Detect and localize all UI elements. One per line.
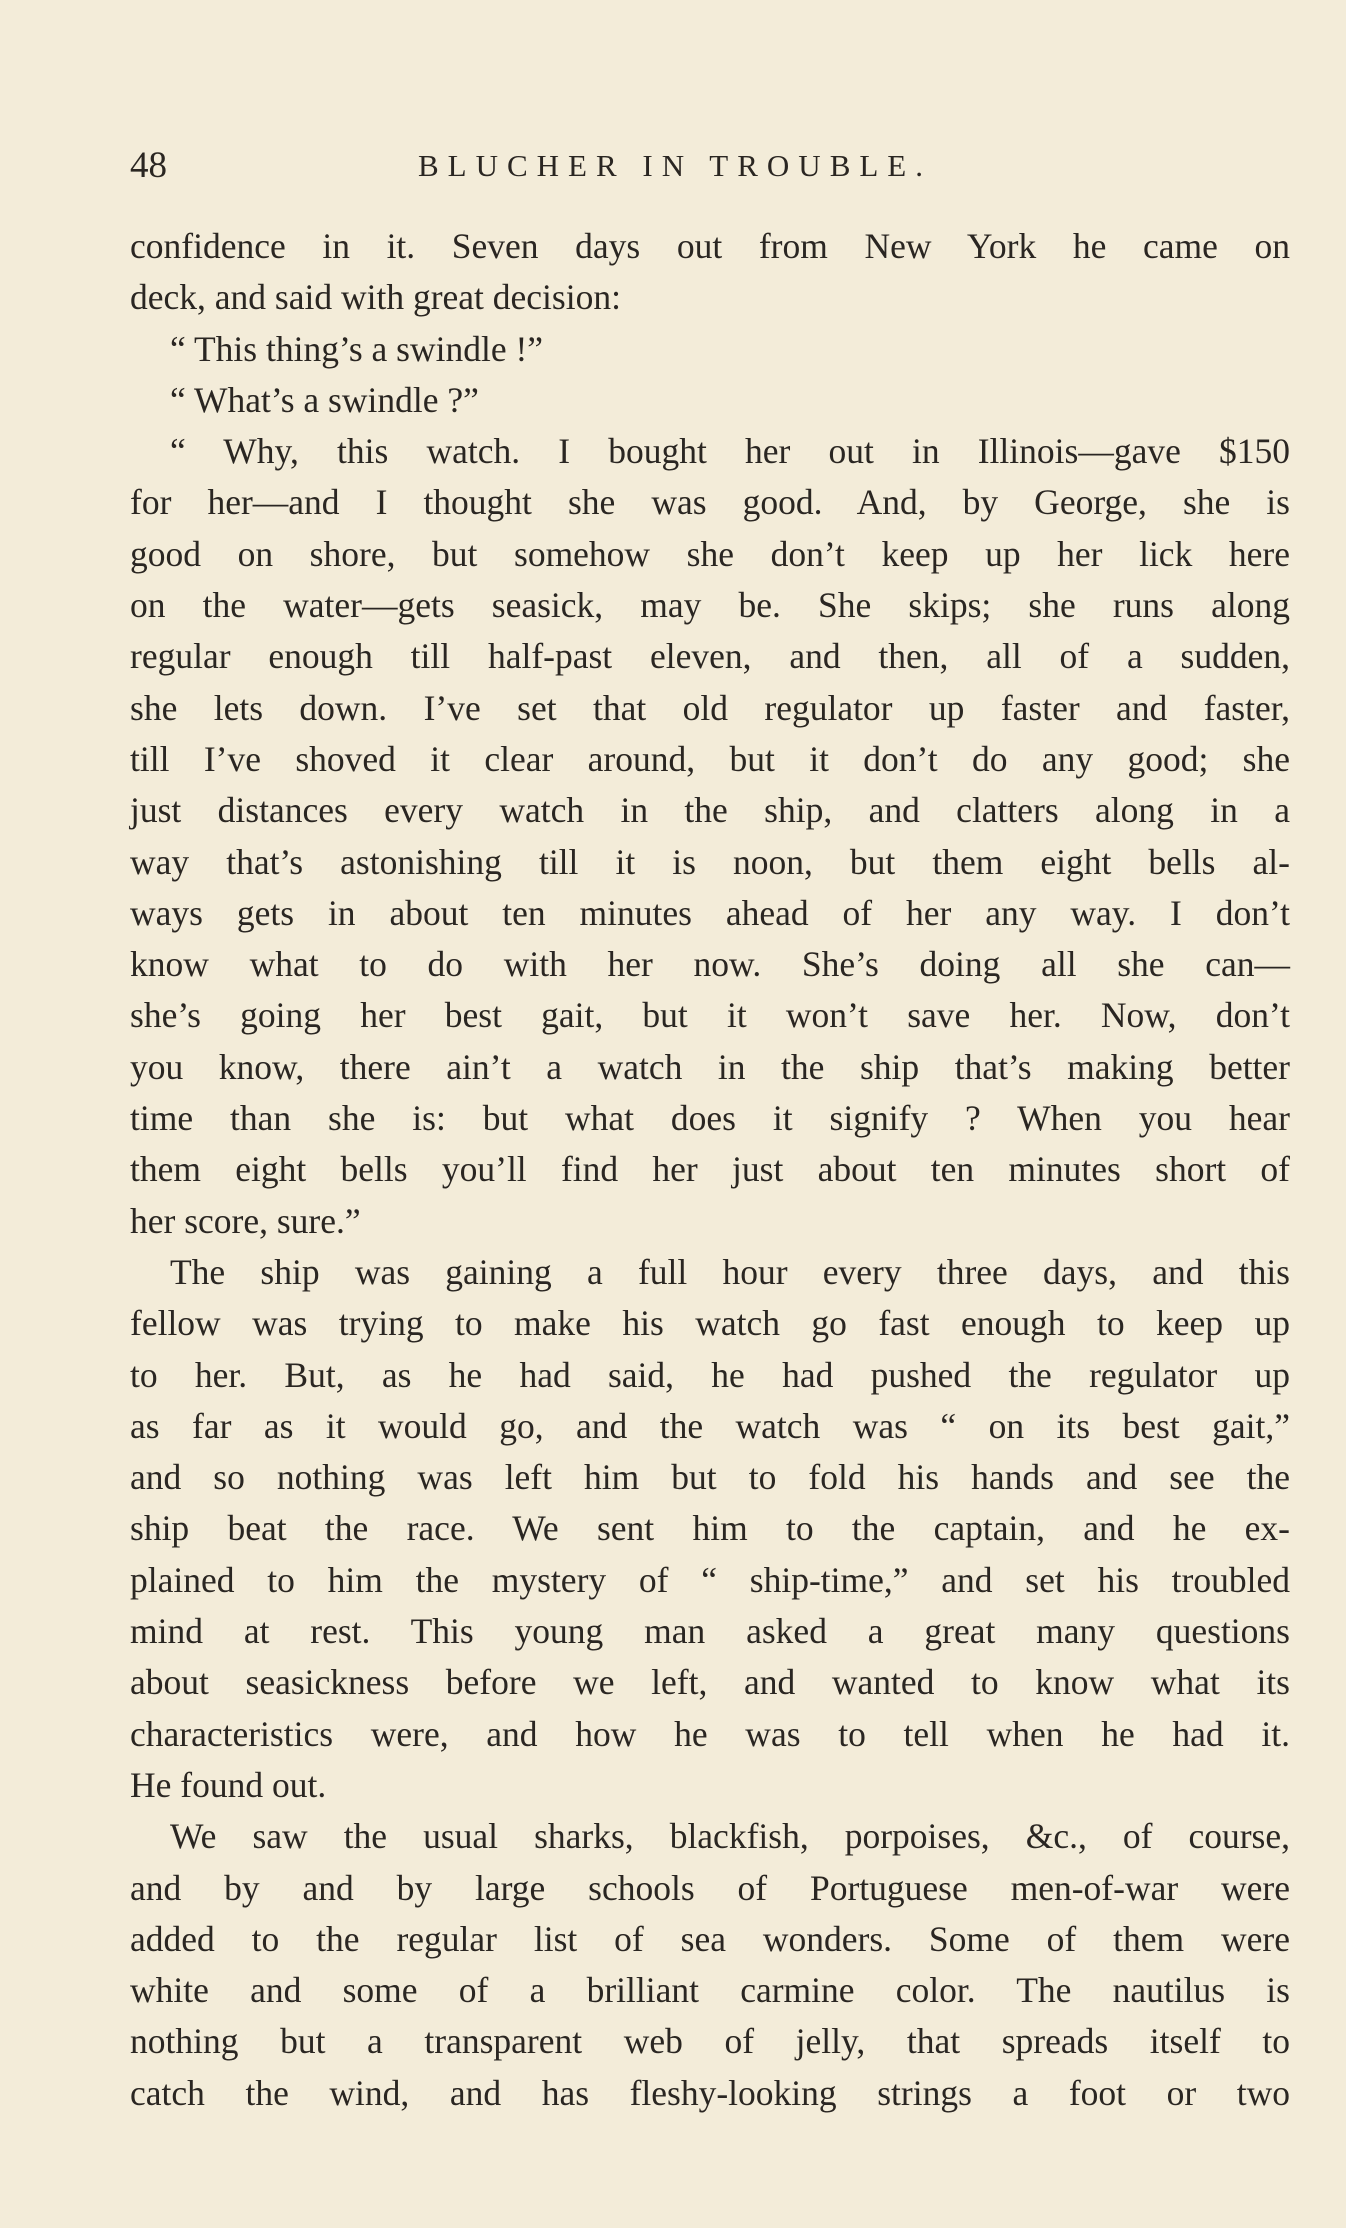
running-title: BLUCHER IN TROUBLE. [417, 148, 932, 183]
text-line: He found out. [130, 1764, 327, 1805]
text-line: “ What’s a swindle ?” [170, 379, 479, 420]
text-line: good on shore, but somehow she don’t keep up her lick here [130, 533, 1290, 574]
text-line: ways gets in about ten minutes ahead of her any way. I don’t [130, 892, 1290, 933]
text-line: on the water—gets seasick, may be. She skips; she runs along [130, 585, 1290, 626]
text-line: white and some of a brilliant carmine color. The nautilus is [130, 1970, 1290, 2011]
text-line: to her. But, as he had said, he had pushed the regulator up [130, 1354, 1290, 1395]
text-line: “ This thing’s a swindle !” [170, 328, 544, 369]
text-line: know what to do with her now. She’s doing all she can— [130, 944, 1290, 985]
text-line: and so nothing was left him but to fold his hands and see the [130, 1457, 1290, 1498]
text-line: regular enough till half-past eleven, and then, all of a sudden, [130, 636, 1290, 677]
text-line: confidence in it. Seven days out from New York he came on [130, 226, 1290, 266]
text-line: “ Why, this watch. I bought her out in Illinois—gave $150 [170, 431, 1290, 472]
text-line: plained to him the mystery of “ ship-time,” and set his troubled [130, 1559, 1290, 1600]
text-line: characteristics were, and how he was to tell when he had it. [130, 1713, 1290, 1754]
text-line: you know, there ain’t a watch in the ship that’s making better [130, 1046, 1290, 1087]
body-text [130, 221, 1290, 2119]
text-line: way that’s astonishing till it is noon, but them eight bells al- [130, 841, 1290, 882]
text-line: about seasickness before we left, and wanted to know what its [130, 1662, 1290, 1703]
text-line: her score, sure.” [130, 1200, 361, 1241]
text-line: till I’ve shoved it clear around, but it don’t do any good; she [130, 738, 1290, 779]
page-number: 48 [130, 145, 167, 186]
text-line: she lets down. I’ve set that old regulator up faster and faster, [130, 687, 1290, 728]
text-line: she’s going her best gait, but it won’t save her. Now, don’t [130, 995, 1290, 1036]
text-line: The ship was gaining a full hour every three days, and this [170, 1251, 1290, 1292]
text-line: We saw the usual sharks, blackfish, porpoises, &c., of course, [170, 1816, 1290, 1857]
text-line: for her—and I thought she was good. And, by George, she is [130, 482, 1290, 523]
text-line: added to the regular list of sea wonders. Some of them were [130, 1918, 1290, 1959]
text-line: as far as it would go, and the watch was “ on its best gait,” [130, 1405, 1290, 1446]
text-line: and by and by large schools of Portuguese men-of-war were [130, 1867, 1290, 1908]
text-line: time than she is: but what does it signify ? When you hear [130, 1098, 1290, 1139]
text-line: mind at rest. This young man asked a great many questions [130, 1611, 1290, 1652]
text-line: nothing but a transparent web of jelly, that spreads itself to [130, 2021, 1290, 2062]
text-line: just distances every watch in the ship, and clatters along in a [130, 790, 1290, 831]
text-line: them eight bells you’ll find her just about ten minutes short of [130, 1149, 1290, 1190]
text-line: catch the wind, and has fleshy-looking strings a foot or two [130, 2072, 1290, 2113]
text-line: ship beat the race. We sent him to the captain, and he ex- [130, 1508, 1290, 1549]
running-head [130, 140, 1290, 192]
text-line: deck, and said with great decision: [130, 277, 621, 318]
text-line: fellow was trying to make his watch go fast enough to keep up [130, 1303, 1290, 1344]
